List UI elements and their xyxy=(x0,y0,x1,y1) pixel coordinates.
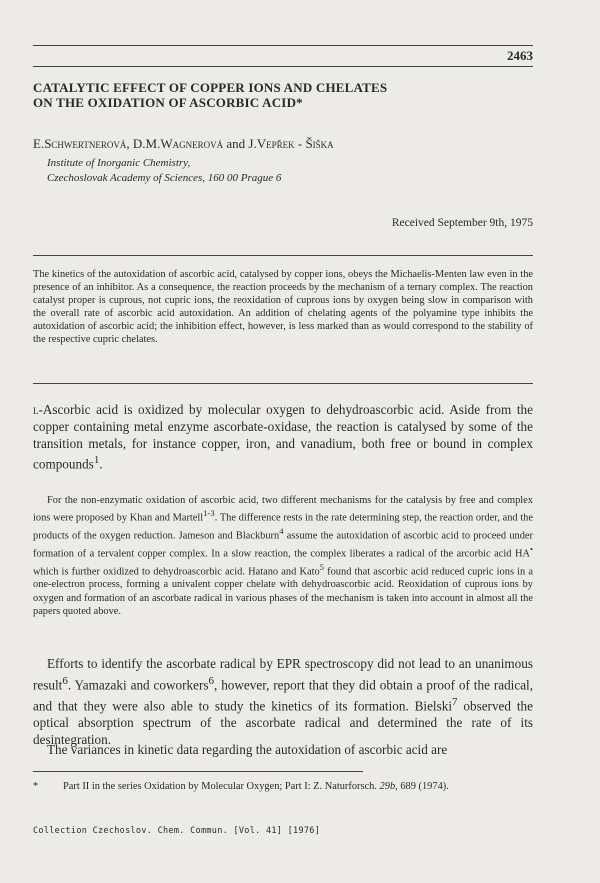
title-line-2: ON THE OXIDATION OF ASCORBIC ACID* xyxy=(33,95,303,110)
p3-c: , however, report that they did obtain a proof of the radical, and that they were also able to study the kinetics of its formation. Bielski xyxy=(33,677,534,714)
author-initial: E. xyxy=(33,136,45,151)
p2-d: which is further oxidized to dehydroascorbic acid. Hatano and Kato xyxy=(33,566,320,578)
affiliation xyxy=(47,156,281,186)
p3-a: Efforts to identify the ascorbate radical by EPR spectroscopy did not lead to an unanimous result xyxy=(33,656,533,693)
p3-b: . Yamazaki and coworkers xyxy=(67,677,209,693)
paper-title xyxy=(33,80,513,110)
ref-1: 1 xyxy=(93,454,100,467)
footnote-mark: * xyxy=(33,781,39,792)
ref-6b: 6 xyxy=(208,674,214,687)
p2-b: . The difference rests in the rate determining step, the reaction order, and the products of the oxygen reduction. Jameson and Blackburn xyxy=(33,512,533,542)
paragraph-4: The variances in kinetic data regarding the autoxidation of ascorbic acid are xyxy=(47,742,448,757)
p1-end: . xyxy=(99,456,103,472)
author-3: Vepřek - Šiška xyxy=(256,136,334,151)
radical-dot: • xyxy=(529,543,533,554)
page-number: 2463 xyxy=(507,48,533,63)
affiliation-line-2: Czechoslovak Academy of Sciences, 160 00 Prague 6 xyxy=(47,172,282,184)
abstract-bottom-rule xyxy=(33,383,533,384)
l-prefix: l xyxy=(33,402,39,417)
ref-5: 5 xyxy=(319,561,324,572)
ref-7: 7 xyxy=(452,695,458,708)
author-1: Schwertnerová xyxy=(44,136,127,151)
affiliation-line-1: Institute of Inorganic Chemistry, xyxy=(47,157,191,169)
paragraph-2 xyxy=(33,494,533,618)
p2-a: For the non-enzymatic oxidation of ascorbic acid, two different mechanisms for the catalysis by free and complex ions were proposed by Khan and Martell xyxy=(33,495,533,524)
journal-citation: Collection Czechoslov. Chem. Commun. [Vol. 41] [1976] xyxy=(33,826,321,836)
footnote-text-a: Part II in the series Oxidation by Molecular Oxygen; Part I: Z. Naturforsch. xyxy=(63,781,380,792)
title-line-1: CATALYTIC EFFECT OF COPPER IONS AND CHELATES xyxy=(33,80,388,95)
top-rule xyxy=(33,45,533,46)
p2-e: found that ascorbic acid reduced cupric ions in a one-electron process, forming a univalent copper chelate with dehydroascorbic acid. Reoxidation of cuprous ions by oxygen and formation of an ascorbate radical in various phases of the mechanism is taken into account in almost all the papers quoted above. xyxy=(33,566,534,617)
paragraph-3 xyxy=(33,656,533,749)
paragraph-1 xyxy=(33,402,533,474)
ref-4: 4 xyxy=(279,526,284,537)
abstract-top-rule xyxy=(33,255,533,256)
author-2: Wagnerová xyxy=(160,136,224,151)
p2-c: assume the autoxidation of ascorbic acid to proceed under formation of a tervalent copper complex. In a slow reaction, the complex liberates a radical of the arcorbic acid HA xyxy=(33,530,534,560)
ref-6a: 6 xyxy=(62,674,68,687)
p3-d: observed the optical absorption spectrum of the ascorbate radical and determined the rate of its desintegration. xyxy=(33,698,533,747)
author-sep-1: , D.M. xyxy=(126,136,161,151)
author-list xyxy=(33,136,334,152)
footnote-volume: 29b xyxy=(379,781,396,792)
footnote-rule xyxy=(33,771,363,772)
author-sep-2: and J. xyxy=(223,136,257,151)
received-date: Received September 9th, 1975 xyxy=(391,217,533,229)
footnote-text-b: , 689 (1974). xyxy=(395,781,449,792)
footnote xyxy=(33,780,533,794)
abstract: The kinetics of the autoxidation of ascorbic acid, catalysed by copper ions, obeys the Michaelis-Menten law even in the presence of an inhibitor. As a consequence, the reaction proceeds by the mechanism of a ternary complex. The reaction catalyst proper is cuprous, not cupric ions, the reoxidation of cuprous ions by oxygen being slow in comparison with the overall rate of ascorbic acid autoxidation. An addition of chelating agents of the polyamine type inhibits the autoxidation of ascorbic acid; the inhibition effect, however, is less marked than as would correspond to the stability of the respective cupric chelates. xyxy=(33,269,533,345)
p1-text: -Ascorbic acid is oxidized by molecular oxygen to dehydroascorbic acid. Aside from the copper containing metal enzyme ascorbate-oxidase, the reaction is catalysed by some of the transition metals, for instance copper, iron, and vanadium, both free or bound in complex compounds xyxy=(33,402,533,472)
ref-1-3: 1-3 xyxy=(203,508,215,519)
header-rule xyxy=(33,66,533,67)
